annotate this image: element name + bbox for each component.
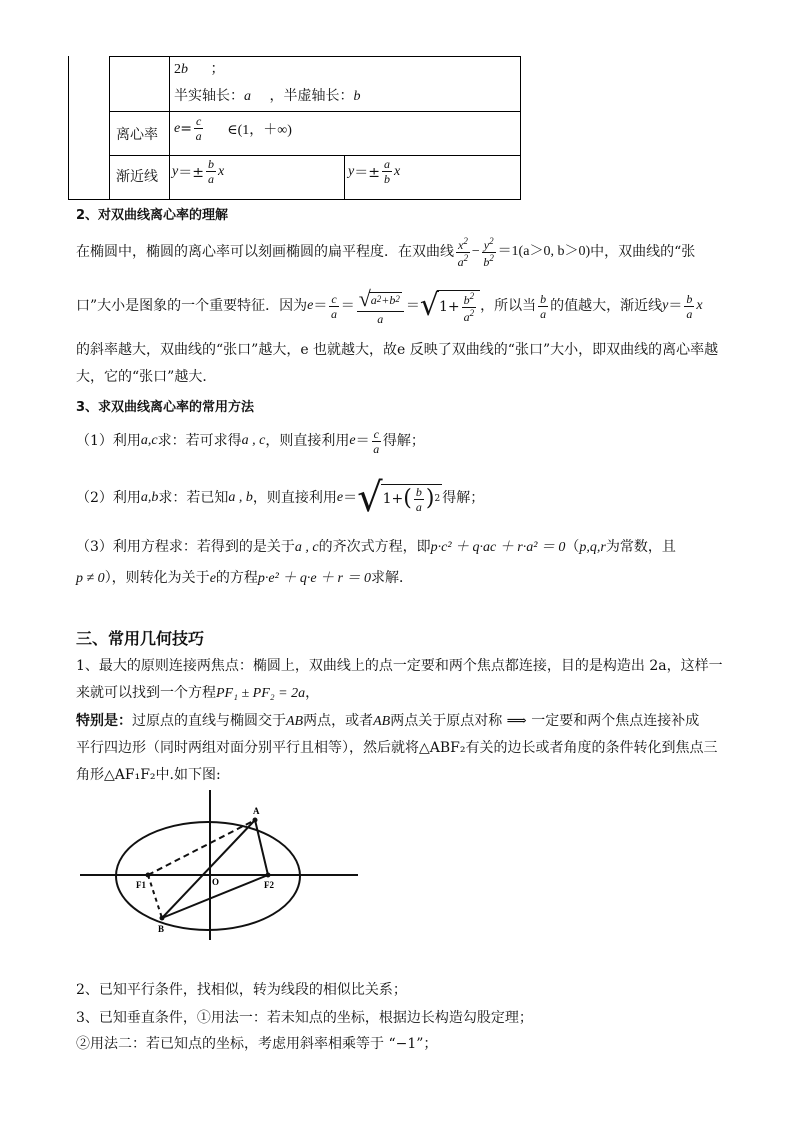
section2-para-line4: 大，它的“张口”越大． bbox=[76, 369, 217, 385]
method3-line2: p ≠ 0），则转化为关于e的方程p·e² ＋ q·e ＋ r ＝ 0求解． bbox=[76, 570, 413, 586]
table-row-divider-2 bbox=[109, 155, 521, 156]
method2-line: （2）利用 a,b 求：若已知 a , b ，则直接利用 e ＝ √ 1+ ( $\frac{b}{a}$ ) 2 得解； bbox=[76, 475, 485, 521]
table-border-col1 bbox=[109, 56, 110, 200]
tip3-line: 3、已知垂直条件，①用法一：若未知点的坐标，根据边长构造勾股定理； bbox=[76, 1010, 533, 1026]
point-F1 bbox=[146, 873, 151, 878]
eccentricity-formula: e = $\frac{c}{a}$ ∈(1，＋∞) bbox=[174, 114, 292, 143]
section2-para-line2: 口”大小是图象的一个重要特征．因为 e ＝ $\frac{c}{a}$ ＝ √ a 2 +b 2 a ＝ √ 1+ $\frac{b^2}{a^2}$ ，所以当 $\frac{b}{a}$ 的值越大，渐近线 y ＝ $\frac{b}{a}$ x bbox=[76, 285, 703, 326]
tip3b-line: ②用法二：若已知点的坐标，考虑用斜率相乘等于 “−1”； bbox=[76, 1036, 438, 1052]
tip2-line: 2、已知平行条件，找相似，转为线段的相似比关系； bbox=[76, 982, 407, 998]
label-O: O bbox=[212, 877, 220, 887]
section2-para-line1: 在椭圆中，椭圆的离心率可以刻画椭圆的扁平程度．在双曲线 $\frac{x^2}{a^2}$ − $\frac{y^2}{b^2}$ ＝1(a＞0, b＞0) 中，双曲线的“张 bbox=[76, 235, 696, 269]
point-B bbox=[160, 916, 165, 921]
table-border-bottom bbox=[68, 199, 521, 200]
table-border-right bbox=[520, 56, 521, 200]
table-asymptote-divider bbox=[344, 155, 345, 200]
special-line1: 特别是：过原点的直线与椭圆交于AB两点，或者AB两点关于原点对称 ⟹ 一定要和两个焦点连接补成 bbox=[76, 713, 700, 729]
special-line2: 平行四边形（同时两组对面分别平行且相等），然后就将△ABF₂有关的边长或者角度的条件转化到焦点三 bbox=[76, 740, 718, 756]
semi-axis-line: 半实轴长：a ，半虚轴长：b bbox=[174, 88, 361, 104]
label-B: B bbox=[158, 924, 165, 934]
point-A bbox=[253, 818, 258, 823]
segment-F1B bbox=[148, 875, 162, 918]
section3-heading: 3、求双曲线离心率的常用方法 bbox=[76, 400, 255, 415]
tip1-line2: 来就可以找到一个方程PF₁ ± PF₂ = 2a， bbox=[76, 685, 320, 701]
table-row-divider-1 bbox=[109, 111, 521, 112]
asymptote-hyperbola-2: y ＝± $\frac{a}{b}$ x bbox=[348, 157, 401, 186]
tip1-line1: 1、最大的原则连接两焦点：椭圆上，双曲线上的点一定要和两个焦点都连接，目的是构造出 2a，这样一 bbox=[76, 658, 723, 674]
axis-length-line: 2b ； bbox=[174, 61, 225, 77]
segment-AB bbox=[162, 820, 255, 918]
segment-AF2 bbox=[255, 820, 268, 875]
section2-heading: 2、对双曲线离心率的理解 bbox=[76, 208, 229, 223]
asymptote-label: 渐近线 bbox=[116, 169, 158, 185]
property-table bbox=[68, 56, 521, 200]
eccentricity-label: 离心率 bbox=[116, 127, 158, 143]
ellipse-figure bbox=[80, 790, 360, 940]
special-line3: 角形△AF₁F₂中.如下图: bbox=[76, 767, 221, 783]
part3-title: 三、常用几何技巧 bbox=[76, 629, 205, 648]
point-F2 bbox=[266, 873, 271, 878]
section2-para-line3: 的斜率越大，双曲线的“张口”越大，e 也就越大，故e 反映了双曲线的“张口”大小，即双曲线的离心率越 bbox=[76, 342, 719, 358]
method3-line1: （3）利用方程求：若得到的是关于a , c的齐次式方程，即p·c² ＋ q·ac ＋ r·a² ＝ 0（p,q,r为常数，且 bbox=[76, 539, 676, 555]
table-border-top bbox=[109, 56, 521, 57]
label-F2: F2 bbox=[264, 880, 274, 890]
table-border-col2 bbox=[169, 56, 170, 200]
label-A: A bbox=[253, 806, 260, 816]
label-F1: F1 bbox=[136, 880, 146, 890]
table-border-left bbox=[68, 56, 69, 200]
asymptote-hyperbola-1: y ＝± $\frac{b}{a}$ x bbox=[172, 157, 225, 186]
method1-line: （1）利用 a,c 求：若可求得 a , c ，则直接利用 e ＝ $\frac{c}{a}$ 得解； bbox=[76, 426, 425, 456]
